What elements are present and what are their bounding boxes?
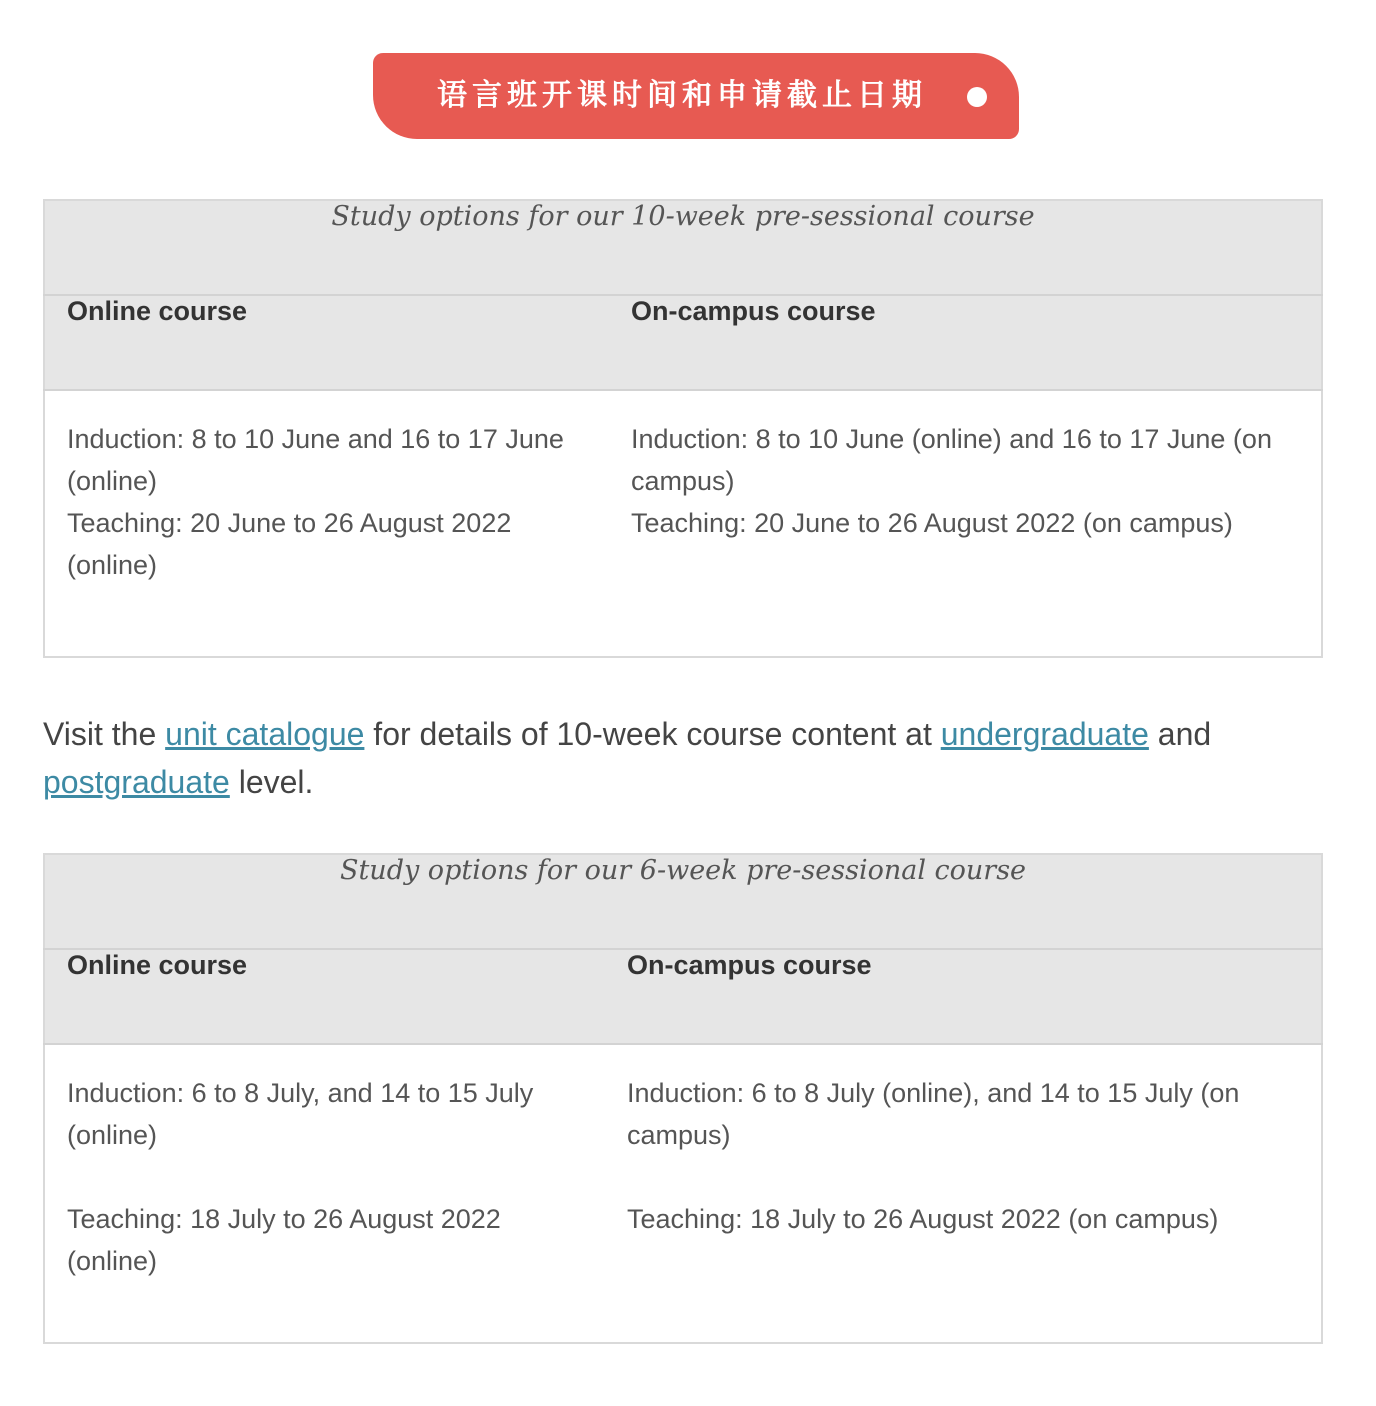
postgraduate-link[interactable]: postgraduate [43,764,230,800]
induction-text: Induction: 8 to 10 June (online) and 16 to 17 June (on campus) [631,424,1272,496]
paragraph-text: for details of 10-week course content at [364,716,941,752]
unit-catalogue-link[interactable]: unit catalogue [165,716,365,752]
induction-text: Induction: 8 to 10 June and 16 to 17 June (online) [67,424,564,496]
on-campus-course-heading: On-campus course [605,949,1322,1044]
banner-title: 语言班开课时间和申请截止日期 [437,78,927,113]
online-course-heading: Online course [44,295,609,390]
course-content-paragraph [43,710,1333,806]
study-options-10-week-table [43,199,1323,658]
undergraduate-link[interactable]: undergraduate [940,716,1149,752]
paragraph-text: Visit the [43,716,166,752]
dot-icon [967,87,987,107]
online-course-cell [44,390,609,657]
paragraph-text: level. [229,764,314,800]
teaching-text: Teaching: 18 July to 26 August 2022 (online) [67,1204,501,1276]
online-course-heading: Online course [44,949,605,1044]
teaching-text: Teaching: 18 July to 26 August 2022 (on campus) [627,1204,1219,1234]
on-campus-course-heading: On-campus course [609,295,1322,390]
paragraph-text: and [1148,716,1212,752]
study-options-6-week-table [43,853,1323,1344]
teaching-text: Teaching: 20 June to 26 August 2022 (online) [67,508,512,580]
section-banner [373,53,1019,139]
on-campus-course-cell [609,390,1322,657]
table-caption: Study options for our 6-week pre-sessional course [44,854,1322,949]
on-campus-course-cell [605,1044,1322,1343]
teaching-text: Teaching: 20 June to 26 August 2022 (on campus) [631,508,1233,538]
induction-text: Induction: 6 to 8 July (online), and 14 to 15 July (on campus) [627,1078,1240,1150]
online-course-cell [44,1044,605,1343]
induction-text: Induction: 6 to 8 July, and 14 to 15 July (online) [67,1078,534,1150]
table-caption: Study options for our 10-week pre-sessional course [44,200,1322,295]
